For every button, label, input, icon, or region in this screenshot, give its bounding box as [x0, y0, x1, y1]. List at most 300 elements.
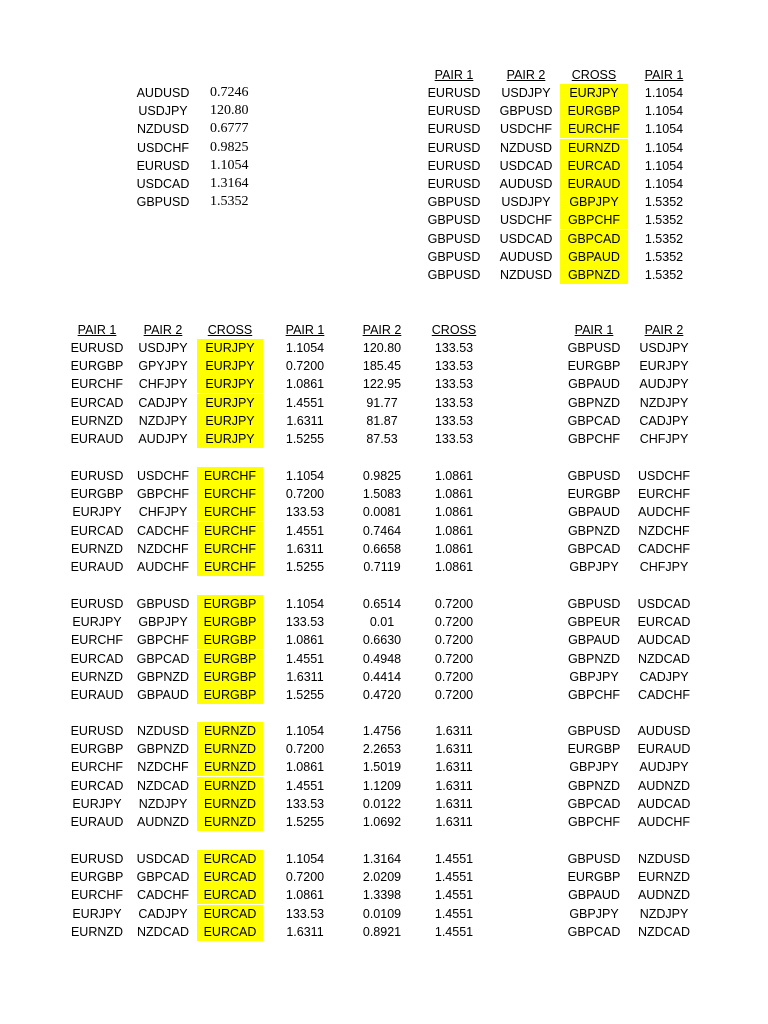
main-table-cell: EURGBP	[70, 870, 124, 885]
right-table-cell: GBPUSD	[567, 724, 621, 738]
main-table-cell: NZDCHF	[137, 760, 189, 775]
main-table-cell: EURCHF	[70, 888, 124, 903]
right-table-cell: NZDJPY	[639, 906, 689, 921]
main-table-cell: 1.1054	[285, 852, 325, 866]
right-table-cell: AUDNZD	[637, 778, 691, 793]
right-table-cell: EURGBP	[567, 742, 621, 757]
main-table-cross-cell: EURNZD	[197, 777, 263, 795]
main-table-cell: CADJPY	[138, 395, 188, 410]
main-table-cell: 133.53	[434, 377, 474, 392]
main-table-cell: 1.6311	[435, 796, 473, 811]
main-table-cell: 1.5255	[285, 432, 325, 446]
main-table-cell: EURGBP	[70, 487, 124, 502]
main-table-cell: 87.53	[366, 432, 398, 446]
main-table-cross-cell: EURJPY	[197, 412, 263, 430]
main-table-cell: GBPCHF	[136, 487, 190, 502]
main-table-cell: EURNZD	[70, 413, 124, 428]
main-table-cell: 1.0861	[434, 541, 474, 556]
right-table-cell: CHFJPY	[639, 432, 689, 446]
right-table-cell: AUDNZD	[637, 888, 691, 903]
main-table-cell: 1.6311	[435, 724, 473, 738]
main-table-cell: 2.0209	[362, 870, 402, 885]
main-table-cell: 133.53	[434, 395, 474, 410]
right-table-cell: CHFJPY	[639, 560, 689, 574]
main-table-cross-cell: EURGBP	[197, 631, 263, 649]
main-table-cross-cell: EURJPY	[197, 394, 263, 412]
right-table-cell: NZDCAD	[637, 651, 691, 666]
main-table-cross-cell: EURCAD	[197, 850, 263, 868]
right-table-cell: GBPUSD	[567, 469, 621, 483]
main-table-cell: EURJPY	[72, 796, 122, 811]
main-table-cell: GBPNZD	[136, 669, 190, 684]
main-table-cell: 1.4551	[285, 523, 325, 538]
main-table-cell: 1.4551	[285, 778, 325, 793]
main-table-cell: 0.7200	[285, 870, 325, 885]
main-table-cell: 0.6514	[362, 597, 402, 611]
top-table-cell: 1.1054	[644, 104, 684, 119]
top-table-cross-cell: EURCAD	[560, 157, 628, 175]
main-table-cell: 1.0692	[362, 815, 402, 829]
main-table-cell: GBPCAD	[136, 870, 190, 885]
main-table-cell: EURAUD	[70, 560, 124, 574]
main-table-cross-cell: EURNZD	[197, 795, 263, 813]
top-table-cell: 1.5352	[644, 268, 684, 282]
rate-pair-label: AUDUSD	[136, 86, 190, 100]
main-table-cell: 1.0861	[434, 523, 474, 538]
main-table-header: PAIR 1	[285, 323, 325, 337]
main-table-header: PAIR 2	[362, 323, 402, 337]
rate-pair-label: USDCHF	[136, 140, 190, 155]
main-table-cell: 133.53	[434, 341, 474, 355]
main-table-cell: 0.7200	[434, 651, 474, 666]
right-table-cell: NZDCHF	[638, 523, 690, 538]
main-table-cell: EURNZD	[70, 924, 124, 939]
top-table-cell: 1.5352	[644, 231, 684, 246]
top-table-cell: NZDUSD	[499, 140, 553, 155]
main-table-cross-cell: EURGBP	[197, 595, 263, 613]
right-table-cell: AUDUSD	[637, 724, 691, 738]
main-table-cross-cell: EURJPY	[197, 339, 263, 357]
main-table-cross-cell: EURNZD	[197, 740, 263, 758]
top-table-header: PAIR 1	[434, 68, 474, 82]
main-table-cell: EURCHF	[70, 377, 124, 392]
top-table-cross-cell: EURJPY	[560, 84, 628, 102]
top-table-cell: USDCAD	[499, 158, 553, 173]
right-table-cell: EURCAD	[637, 615, 691, 630]
right-table-cell: GBPJPY	[569, 560, 619, 574]
top-table-cell: 1.1054	[644, 177, 684, 191]
rate-pair-label: NZDUSD	[136, 122, 190, 137]
main-table-cell: 133.53	[434, 413, 474, 428]
top-table-cell: NZDUSD	[499, 268, 553, 282]
main-table-cell: NZDCAD	[136, 778, 190, 793]
main-table-cell: CADCHF	[136, 888, 190, 903]
right-table-cell: EURGBP	[567, 870, 621, 885]
right-table-cell: GBPNZD	[567, 778, 621, 793]
right-table-cell: GBPNZD	[567, 651, 621, 666]
main-table-cell: 0.9825	[362, 469, 402, 483]
right-table-cell: GBPAUD	[568, 377, 620, 392]
main-table-cross-cell: EURCAD	[197, 886, 263, 904]
main-table-cross-cell: EURCAD	[197, 905, 263, 923]
main-table-cell: 133.53	[285, 615, 325, 630]
right-table-cell: AUDCAD	[637, 633, 691, 648]
right-table-cell: EURCHF	[637, 487, 691, 502]
main-table-cell: NZDCAD	[136, 924, 190, 939]
main-table-cell: EURCAD	[70, 651, 124, 666]
right-table-cell: USDJPY	[639, 341, 689, 355]
main-table-header: CROSS	[207, 323, 253, 337]
main-table-cell: EURUSD	[70, 852, 124, 866]
main-table-cell: CHFJPY	[138, 505, 188, 520]
main-table-cell: 1.4551	[434, 870, 474, 885]
main-table-cell: 1.6311	[286, 924, 324, 939]
right-table-cell: GBPEUR	[567, 615, 621, 630]
main-table-cell: 0.7200	[285, 487, 325, 502]
top-table-cell: 1.1054	[644, 122, 684, 137]
right-table-cell: GBPCAD	[567, 924, 621, 939]
main-table-cell: 1.3164	[362, 852, 402, 866]
main-table-cell: 1.6311	[435, 815, 473, 829]
main-table-cell: 1.1054	[285, 341, 325, 355]
right-table-cell: NZDCAD	[637, 924, 691, 939]
top-table-cell: EURUSD	[427, 158, 481, 173]
main-table-cell: 185.45	[362, 359, 402, 374]
main-table-cell: 133.53	[434, 432, 474, 446]
main-table-cell: 0.4948	[362, 651, 402, 666]
main-table-cell: 0.7200	[434, 669, 474, 684]
main-table-cross-cell: EURNZD	[197, 813, 263, 831]
main-table-cell: 0.4720	[362, 688, 402, 702]
top-table-cell: USDJPY	[501, 195, 551, 210]
main-table-cell: EURCHF	[70, 633, 124, 648]
main-table-cell: 1.0861	[434, 560, 474, 574]
right-table-cell: GBPUSD	[567, 597, 621, 611]
top-table-cell: 1.1054	[644, 158, 684, 173]
rate-pair-label: GBPUSD	[136, 195, 190, 210]
main-table-cell: NZDCHF	[137, 541, 189, 556]
main-table-cell: GBPJPY	[138, 615, 188, 630]
right-table-cell: GBPCAD	[567, 413, 621, 428]
main-table-cross-cell: EURGBP	[197, 650, 263, 668]
main-table-cell: 91.77	[366, 395, 398, 410]
rate-value: 0.7246	[210, 85, 249, 100]
top-table-cell: USDCAD	[499, 231, 553, 246]
main-table-cell: 0.7119	[363, 560, 401, 574]
top-table-header: PAIR 2	[506, 68, 546, 82]
top-table-cell: EURUSD	[427, 104, 481, 119]
right-table-cell: GBPCAD	[567, 796, 621, 811]
right-table-cell: GBPCAD	[567, 541, 621, 556]
right-table-cell: USDCAD	[637, 597, 691, 611]
main-table-cross-cell: EURCHF	[197, 503, 263, 521]
rate-value: 120.80	[210, 103, 249, 119]
main-table-cell: 1.0861	[434, 469, 474, 483]
top-table-cross-cell: GBPCHF	[560, 211, 628, 229]
main-table-cross-cell: EURJPY	[197, 357, 263, 375]
main-table-cell: NZDUSD	[136, 724, 190, 738]
main-table-cell: GPYJPY	[138, 359, 188, 374]
main-table-cell: 1.6311	[435, 742, 473, 757]
main-table-header: PAIR 1	[77, 323, 117, 337]
right-table-cell: GBPCHF	[567, 815, 621, 829]
main-table-cell: EURAUD	[70, 432, 124, 446]
right-table-cell: EURAUD	[637, 742, 691, 757]
main-table-cell: CHFJPY	[138, 377, 188, 392]
main-table-cell: 0.7200	[285, 359, 325, 374]
main-table-cell: 0.7200	[285, 742, 325, 757]
right-table-cell: EURGBP	[567, 487, 621, 502]
main-table-cell: USDCAD	[136, 852, 190, 866]
top-table-cell: EURUSD	[427, 122, 481, 137]
top-table-cross-cell: EURGBP	[560, 102, 628, 120]
main-table-cell: 1.5255	[285, 688, 325, 702]
right-table-cell: EURNZD	[637, 870, 691, 885]
main-table-cell: EURCHF	[70, 760, 124, 775]
main-table-cell: 133.53	[285, 796, 325, 811]
main-table-cell: EURAUD	[70, 815, 124, 829]
main-table-cross-cell: EURCHF	[197, 540, 263, 558]
main-table-cell: 1.0861	[285, 888, 325, 903]
main-table-cross-cell: EURNZD	[197, 722, 263, 740]
main-table-cell: 1.4551	[285, 395, 325, 410]
main-table-cell: EURJPY	[72, 505, 122, 520]
main-table-cell: 1.0861	[285, 633, 325, 648]
main-table-cross-cell: EURCHF	[197, 558, 263, 576]
right-table-cell: GBPAUD	[568, 888, 620, 903]
right-table-cell: AUDCHF	[637, 505, 691, 520]
main-table-cell: 1.5083	[362, 487, 402, 502]
main-table-cell: NZDJPY	[138, 796, 188, 811]
main-table-cross-cell: EURGBP	[197, 613, 263, 631]
top-table-cell: GBPUSD	[427, 268, 481, 282]
main-table-cell: EURAUD	[70, 688, 124, 702]
top-table-cell: USDCHF	[499, 122, 553, 137]
right-table-cell: GBPNZD	[567, 523, 621, 538]
rate-value: 1.5352	[210, 194, 249, 210]
main-table-cell: EURNZD	[70, 541, 124, 556]
main-table-cross-cell: EURJPY	[197, 430, 263, 448]
top-table-cell: 1.5352	[644, 249, 684, 264]
main-table-cell: GBPAUD	[137, 688, 189, 702]
top-table-cell: 1.1054	[644, 86, 684, 100]
main-table-cell: 0.6658	[362, 541, 402, 556]
main-table-cell: 1.6311	[435, 760, 473, 775]
main-table-cell: USDJPY	[138, 341, 188, 355]
main-table-cell: EURJPY	[72, 615, 122, 630]
main-table-cell: EURUSD	[70, 469, 124, 483]
main-table-header: PAIR 2	[143, 323, 183, 337]
top-table-cell: GBPUSD	[427, 213, 481, 228]
top-table-cell: 1.1054	[644, 140, 684, 155]
right-table-cell: AUDJPY	[639, 377, 689, 392]
main-table-cell: 0.6630	[362, 633, 402, 648]
rate-value: 0.6777	[210, 121, 249, 137]
right-table-cell: GBPCHF	[567, 688, 621, 702]
main-table-cross-cell: EURNZD	[197, 758, 263, 776]
main-table-cell: 1.6311	[286, 541, 324, 556]
main-table-cell: 0.8921	[362, 924, 402, 939]
main-table-cell: 1.0861	[285, 377, 325, 392]
right-table-cell: NZDUSD	[637, 852, 691, 866]
top-table-cross-cell: EURAUD	[560, 175, 628, 193]
main-table-cell: EURGBP	[70, 359, 124, 374]
rate-pair-label: EURUSD	[136, 158, 190, 173]
main-table-cross-cell: EURGBP	[197, 668, 263, 686]
main-table-cell: 122.95	[362, 377, 402, 392]
main-table-cell: EURUSD	[70, 724, 124, 738]
top-table-cell: AUDUSD	[499, 177, 553, 191]
main-table-cell: 1.5255	[285, 560, 325, 574]
main-table-cell: 1.0861	[285, 760, 325, 775]
right-table-cell: EURGBP	[567, 359, 621, 374]
top-table-cross-cell: GBPAUD	[560, 248, 628, 266]
main-table-cell: AUDCHF	[136, 560, 190, 574]
main-table-cell: 1.4551	[285, 651, 325, 666]
main-table-cell: 81.87	[366, 413, 398, 428]
main-table-cell: 133.53	[285, 906, 325, 921]
right-table-cell: AUDCAD	[637, 796, 691, 811]
main-table-cell: 133.53	[434, 359, 474, 374]
right-table-cell: USDCHF	[637, 469, 691, 483]
right-table-cell: AUDJPY	[639, 760, 689, 775]
rate-value: 1.1054	[210, 157, 249, 173]
main-table-cell: 0.01	[369, 615, 395, 630]
main-table-header: CROSS	[431, 323, 477, 337]
main-table-cell: 1.0861	[434, 505, 474, 520]
main-table-cell: GBPCAD	[136, 651, 190, 666]
top-table-cross-cell: GBPCAD	[560, 230, 628, 248]
right-table-cell: CADCHF	[637, 541, 691, 556]
main-table-cell: 1.4551	[434, 924, 474, 939]
main-table-cell: 0.7200	[434, 633, 474, 648]
main-table-cell: 1.1054	[285, 469, 325, 483]
rate-pair-label: USDCAD	[136, 177, 190, 191]
main-table-cell: 2.2653	[362, 742, 402, 757]
main-table-cell: EURCAD	[70, 778, 124, 793]
top-table-cross-cell: GBPNZD	[560, 266, 628, 284]
main-table-cross-cell: EURCAD	[197, 868, 263, 886]
right-table-cell: GBPUSD	[567, 341, 621, 355]
top-table-cross-cell: GBPJPY	[560, 193, 628, 211]
main-table-cell: 1.6311	[286, 669, 324, 684]
top-table-cell: GBPUSD	[427, 249, 481, 264]
main-table-cell: 0.7464	[362, 523, 402, 538]
main-table-cell: GBPCHF	[136, 633, 190, 648]
main-table-cell: GBPNZD	[136, 742, 190, 757]
top-table-cell: 1.5352	[644, 213, 684, 228]
main-table-cell: 0.0122	[362, 796, 402, 811]
main-table-cell: 120.80	[362, 341, 402, 355]
top-table-cell: 1.5352	[644, 195, 684, 210]
rate-pair-label: USDJPY	[138, 104, 188, 119]
main-table-cell: 133.53	[285, 505, 325, 520]
top-table-header: CROSS	[571, 68, 617, 82]
main-table-cell: EURCAD	[70, 395, 124, 410]
top-table-cell: AUDUSD	[499, 249, 553, 264]
right-table-header: PAIR 2	[644, 323, 684, 337]
main-table-cell: 1.1054	[285, 597, 325, 611]
main-table-cross-cell: EURCHF	[197, 467, 263, 485]
main-table-cell: 1.4551	[434, 888, 474, 903]
main-table-cell: 1.1054	[285, 724, 325, 738]
right-table-cell: GBPJPY	[569, 760, 619, 775]
main-table-cell: GBPUSD	[136, 597, 190, 611]
right-table-header: PAIR 1	[574, 323, 614, 337]
main-table-cell: USDCHF	[136, 469, 190, 483]
main-table-cell: EURNZD	[70, 669, 124, 684]
top-table-cell: GBPUSD	[499, 104, 553, 119]
top-table-cell: EURUSD	[427, 86, 481, 100]
main-table-cell: 0.7200	[434, 688, 474, 702]
main-table-cell: 1.5019	[362, 760, 402, 775]
main-table-cross-cell: EURCHF	[197, 485, 263, 503]
top-table-cross-cell: EURNZD	[560, 139, 628, 157]
main-table-cell: NZDJPY	[138, 413, 188, 428]
right-table-cell: GBPCHF	[567, 432, 621, 446]
right-table-cell: GBPNZD	[567, 395, 621, 410]
right-table-cell: CADJPY	[639, 413, 689, 428]
top-table-cell: GBPUSD	[427, 195, 481, 210]
main-table-cross-cell: EURCHF	[197, 522, 263, 540]
right-table-cell: GBPAUD	[568, 505, 620, 520]
rate-value: 1.3164	[210, 176, 249, 191]
top-table-cell: EURUSD	[427, 140, 481, 155]
main-table-cross-cell: EURGBP	[197, 686, 263, 704]
right-table-cell: EURJPY	[639, 359, 689, 374]
main-table-cell: AUDNZD	[136, 815, 190, 829]
main-table-cell: EURUSD	[70, 341, 124, 355]
main-table-cell: 0.4414	[362, 669, 402, 684]
main-table-cross-cell: EURJPY	[197, 375, 263, 393]
right-table-cell: NZDJPY	[639, 395, 689, 410]
top-table-cell: EURUSD	[427, 177, 481, 191]
right-table-cell: CADCHF	[637, 688, 691, 702]
top-table-header: PAIR 1	[644, 68, 684, 82]
main-table-cell: 1.6311	[435, 778, 473, 793]
main-table-cell: 1.4756	[362, 724, 402, 738]
main-table-cross-cell: EURCAD	[197, 923, 263, 941]
main-table-cell: 0.7200	[434, 615, 474, 630]
right-table-cell: GBPUSD	[567, 852, 621, 866]
top-table-cell: USDCHF	[499, 213, 553, 228]
right-table-cell: GBPJPY	[569, 669, 619, 684]
main-table-cell: EURCAD	[70, 523, 124, 538]
main-table-cell: EURGBP	[70, 742, 124, 757]
main-table-cell: 1.4551	[434, 906, 474, 921]
main-table-cell: 0.0109	[362, 906, 402, 921]
main-table-cell: 1.1209	[362, 778, 402, 793]
main-table-cell: EURJPY	[72, 906, 122, 921]
main-table-cell: CADCHF	[136, 523, 190, 538]
main-table-cell: AUDJPY	[138, 432, 188, 446]
main-table-cell: 0.0081	[362, 505, 402, 520]
main-table-cell: 1.0861	[434, 487, 474, 502]
main-table-cell: 1.3398	[362, 888, 402, 903]
rate-value: 0.9825	[210, 139, 249, 155]
top-table-cross-cell: EURCHF	[560, 120, 628, 138]
main-table-cell: 1.4551	[434, 852, 474, 866]
main-table-cell: 1.6311	[286, 413, 324, 428]
main-table-cell: 1.5255	[285, 815, 325, 829]
right-table-cell: GBPAUD	[568, 633, 620, 648]
right-table-cell: GBPJPY	[569, 906, 619, 921]
top-table-cell: GBPUSD	[427, 231, 481, 246]
right-table-cell: AUDCHF	[637, 815, 691, 829]
right-table-cell: CADJPY	[639, 669, 689, 684]
main-table-cell: EURUSD	[70, 597, 124, 611]
main-table-cell: CADJPY	[138, 906, 188, 921]
